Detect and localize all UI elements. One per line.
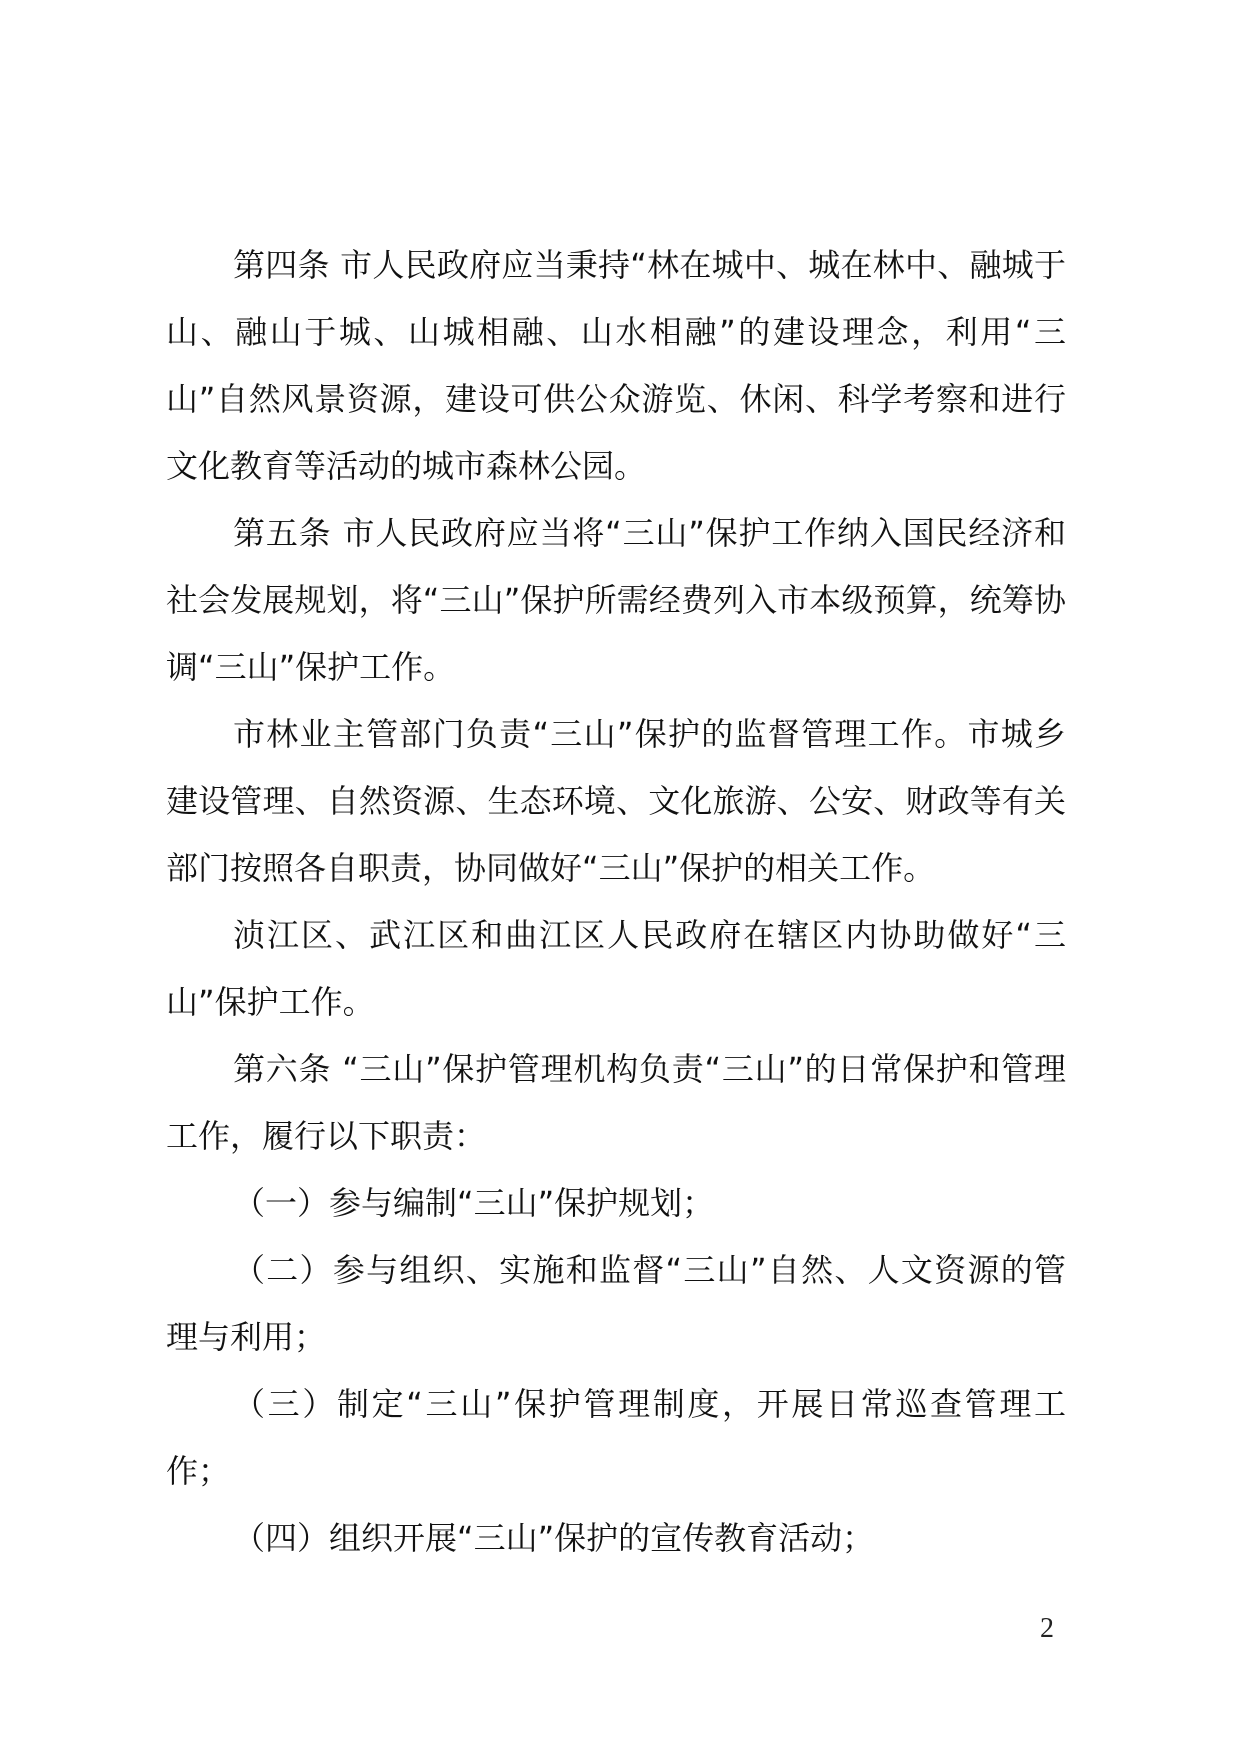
page-number: 2 xyxy=(1040,1613,1054,1644)
paragraph-article-5: 第五条 市人民政府应当将“三山”保护工作纳入国民经济和社会发展规划，将“三山”保护所需经费列入市本级预算，统筹协调“三山”保护工作。 xyxy=(166,514,1066,686)
paragraph-article-4: 第四条 市人民政府应当秉持“林在城中、城在林中、融城于山、融山于城、山城相融、山水相融”的建设理念，利用“三山”自然风景资源，建设可供公众游览、休闲、科学考察和进行文化教育等活动的城市森林公园。 xyxy=(166,246,1066,485)
document-body xyxy=(166,232,1066,1572)
paragraph-duty-3: （三）制定“三山”保护管理制度，开展日常巡查管理工作； xyxy=(166,1385,1066,1490)
paragraph-article-6: 第六条 “三山”保护管理机构负责“三山”的日常保护和管理工作，履行以下职责： xyxy=(166,1050,1066,1155)
paragraph-district-governments: 浈江区、武江区和曲江区人民政府在辖区内协助做好“三山”保护工作。 xyxy=(166,916,1066,1021)
paragraph-forestry-department: 市林业主管部门负责“三山”保护的监督管理工作。市城乡建设管理、自然资源、生态环境、文化旅游、公安、财政等有关部门按照各自职责，协同做好“三山”保护的相关工作。 xyxy=(166,715,1066,887)
paragraph-duty-2: （二）参与组织、实施和监督“三山”自然、人文资源的管理与利用； xyxy=(166,1251,1066,1356)
paragraph-duty-1: （一）参与编制“三山”保护规划； xyxy=(233,1184,715,1222)
paragraph-duty-4: （四）组织开展“三山”保护的宣传教育活动； xyxy=(233,1519,875,1557)
